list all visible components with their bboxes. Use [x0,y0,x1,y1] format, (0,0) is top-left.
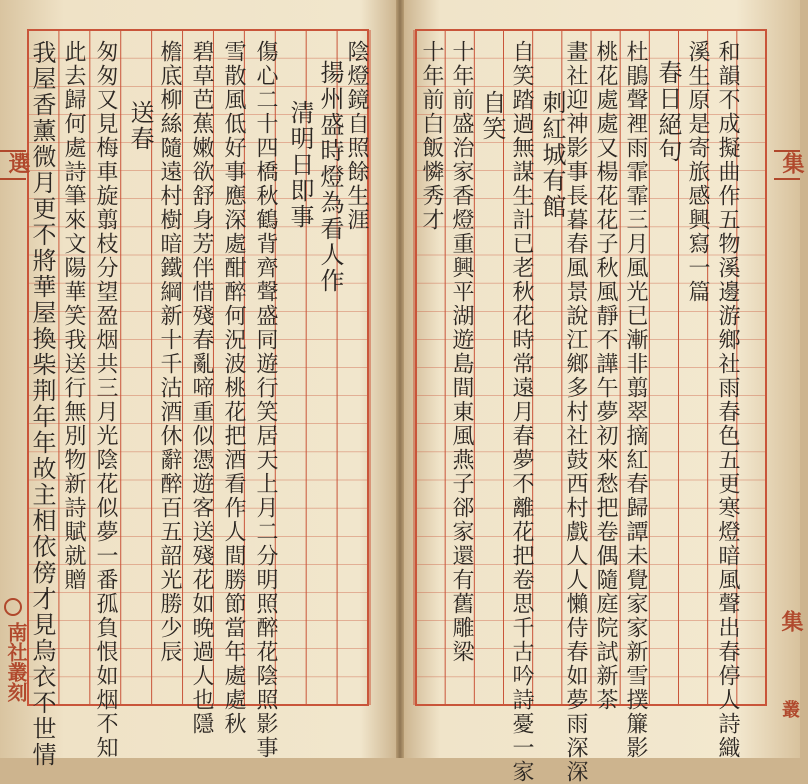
right-column-2: 十年前盛治家香燈重興平湖遊島間東風燕子郤家還有舊雕梁 [449,40,474,664]
left-column-10: 揚州盛時燈為看人作 [316,60,344,294]
right-column-1: 十年前白飯憐秀才 [419,40,444,232]
right-column-5: 刺紅城有館 [538,90,566,220]
left-column-4: 送春 [126,100,154,152]
right-column-6: 畫社迎神影事長暮春風景說江鄉多村社鼓西村戲人人懶侍春如夢雨深深 [563,40,588,784]
right-fold-mark: 集 [779,152,805,174]
fold-circle-icon [4,598,22,616]
left-page [0,0,396,768]
right-column-9: 春日絕句 [654,60,682,164]
left-column-11: 陰燈鏡自照餘生涯 [344,40,369,232]
right-page [404,0,805,784]
left-column-1: 我屋香薰微月更不將華屋換柴荆年年故主相依傍才見烏衣不世情 [28,40,56,768]
right-edge-title: 集 [778,610,804,632]
publisher-mark: 南社叢刻 [4,622,28,702]
left-column-6: 碧草芭蕉嫩欲舒身芳伴惜殘春亂啼重似憑遊客送殘花如晚過人也隱 [189,40,214,736]
right-column-7: 桃花處處又楊花花子秋風靜不譁午夢初來愁把卷偶隨庭院試新茶 [593,40,618,712]
book-gutter [396,0,404,758]
right-column-8: 杜鵑聲裡雨霏霏三月風光已漸非翦翠摘紅春歸譚未覺家家新雪撲簾影 [623,40,648,760]
left-column-3: 匆匆又見梅車旋翦枝分望盈烟共三月光陰花似夢一番孤負恨如烟不知 [93,40,118,760]
left-column-5: 檐底柳絲隨遠村樹暗鐵綱新十千沽酒休辭醉百五韶光勝少辰 [157,40,182,664]
left-fold-mark: 選 [5,152,31,174]
right-column-11: 和韻不成擬曲作五物溪邊游鄉社雨春色五更寒燈暗風聲出春停人詩織 [715,40,740,760]
left-column-7: 雪散風低好事應深處酣醉何況波桃花把酒看作人間勝節當年處處秋 [221,40,246,736]
right-edge-suffix: 叢 [779,700,800,718]
left-column-2: 此去歸何處詩筆來文陽華笑我送行無別物新詩賦就贈 [61,40,86,592]
right-column-3: 自笑 [478,90,506,142]
right-column-4: 自笑踏過無謀生計已老秋花時常遠月春夢不離花把卷思千古吟詩憂一家 [509,40,534,784]
right-column-10: 溪生原是寄旅感興寫一篇 [685,40,710,304]
left-column-9: 清明日即事 [286,100,314,230]
left-column-8: 傷心二十四橋秋鶴背齊聲盛同遊行笑居天上月二分明照醉花陰照影事 [253,40,278,760]
